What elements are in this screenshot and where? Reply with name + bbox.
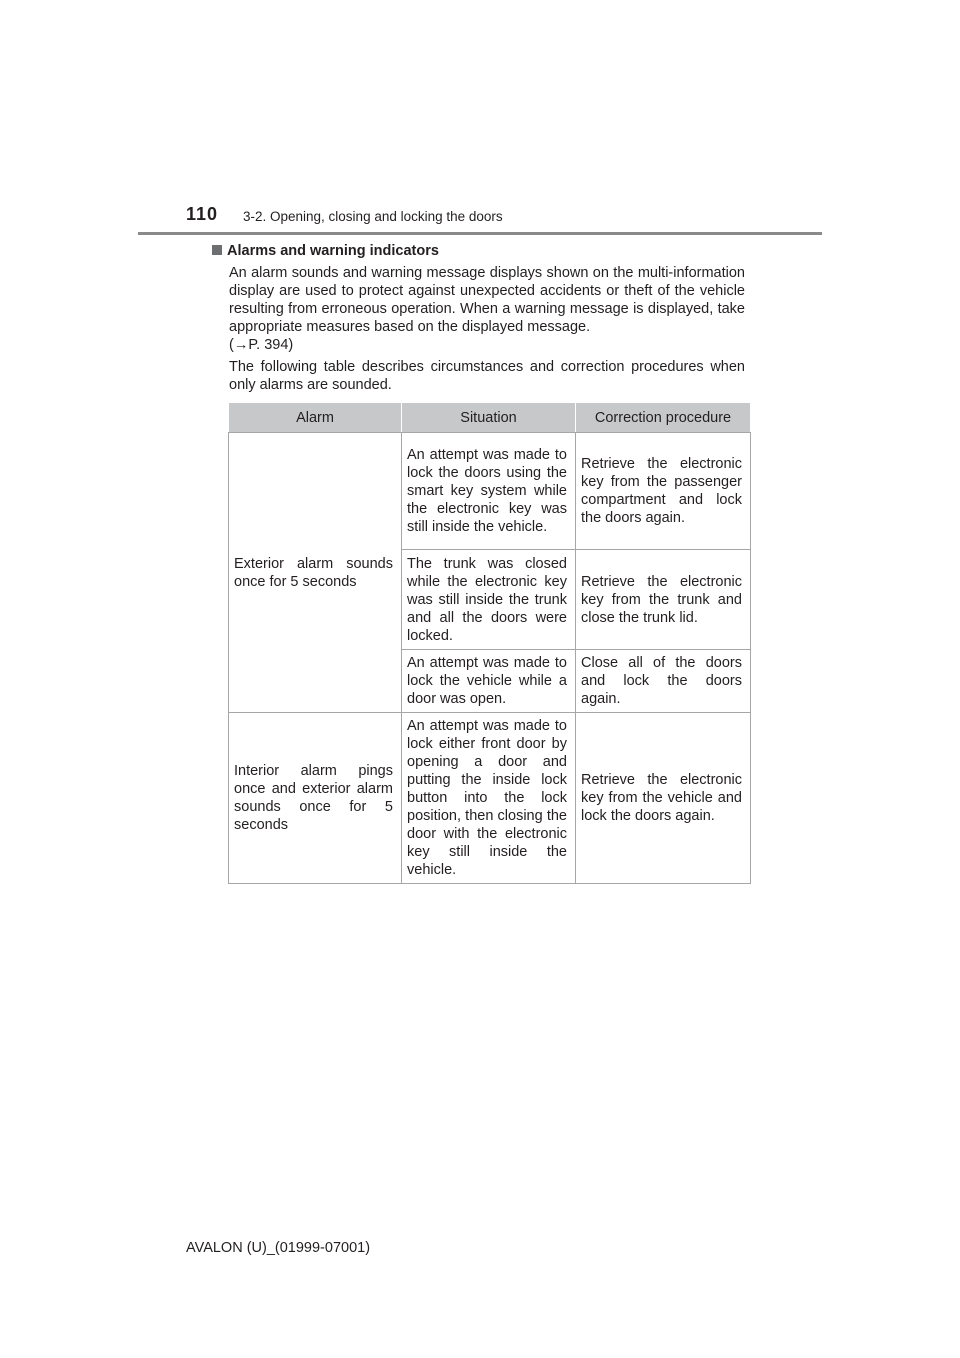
- section-heading-text: Alarms and warning indicators: [227, 243, 439, 259]
- alarm-cell: Exterior alarm sounds once for 5 seconds: [229, 433, 402, 713]
- situation-cell: An attempt was made to lock the vehicle while a door was open.: [402, 650, 576, 713]
- table-header-row: [229, 403, 751, 433]
- header-correction-procedure: Correction procedure: [576, 403, 751, 433]
- situation-cell: The trunk was closed while the electronic key was still inside the trunk and all the doors were locked.: [402, 550, 576, 650]
- header-rule: [138, 232, 822, 235]
- table-row: [229, 433, 751, 550]
- section-heading: [212, 243, 439, 259]
- page-number: 110: [186, 204, 219, 224]
- header-situation: Situation: [402, 403, 576, 433]
- section-title: 3-2. Opening, closing and locking the doors: [243, 209, 503, 224]
- alarm-cell: Interior alarm pings once and exterior alarm sounds once for 5 seconds: [229, 713, 402, 884]
- model-code-footer: AVALON (U)_(01999-07001): [186, 1240, 371, 1256]
- alarm-table: [228, 402, 751, 884]
- table-row: [229, 713, 751, 884]
- correction-cell: Retrieve the electronic key from the vehicle and lock the doors again.: [576, 713, 751, 884]
- correction-cell: Retrieve the electronic key from the passenger compartment and lock the doors again.: [576, 433, 751, 550]
- header-alarm: Alarm: [229, 403, 402, 433]
- situation-cell: An attempt was made to lock either front door by opening a door and putting the inside lock button into the lock position, then closing the door with the electronic key still inside the vehicle.: [402, 713, 576, 884]
- page-reference: (→P. 394): [229, 337, 294, 353]
- square-bullet-icon: [212, 245, 222, 255]
- correction-cell: Retrieve the electronic key from the trunk and close the trunk lid.: [576, 550, 751, 650]
- table-intro-paragraph: The following table describes circumstances and correction procedures when only alarms are sounded.: [229, 359, 745, 393]
- intro-paragraph: An alarm sounds and warning message displays shown on the multi-information display are used to protect against unexpected accidents or theft of the vehicle resulting from erroneous operation. When a warning message is displayed, take appropriate measures based on the displayed message.: [229, 265, 745, 335]
- correction-cell: Close all of the doors and lock the doors again.: [576, 650, 751, 713]
- situation-cell: An attempt was made to lock the doors using the smart key system while the electronic key was still inside the vehicle.: [402, 433, 576, 550]
